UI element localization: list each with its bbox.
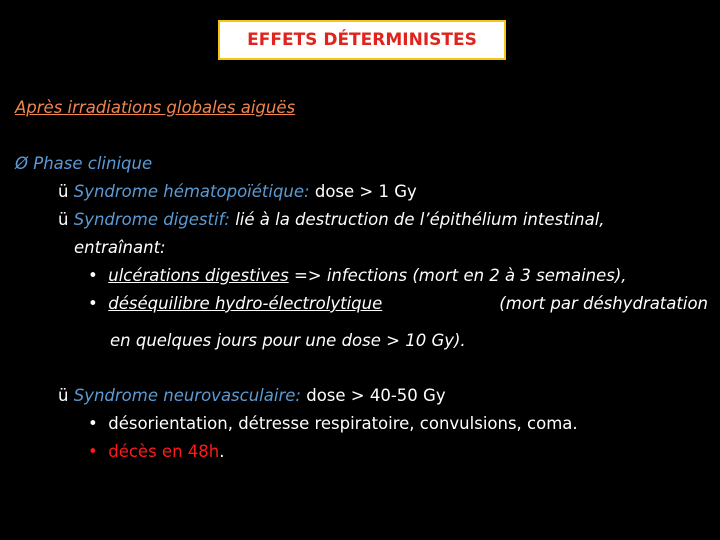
- digestif-bullet-2-cont: en quelques jours pour une dose > 10 Gy).: [110, 331, 466, 350]
- syndrome-digestif-line: [58, 206, 605, 234]
- syndrome-neuro-detail: dose > 40-50 Gy: [306, 386, 446, 405]
- neuro-bullet-2-rest: .: [219, 442, 225, 461]
- syndrome-digestif-detail: lié à la destruction de l’épithélium intestinal,: [235, 210, 605, 229]
- syndrome-digestif-name: Syndrome digestif:: [73, 210, 230, 229]
- syndrome-digestif-detail-cont: entraînant:: [74, 238, 166, 257]
- neuro-bullet-1: [88, 410, 578, 438]
- digestif-bullet-1: [88, 262, 627, 290]
- bullet-icon: •: [88, 414, 98, 433]
- digestif-bullet-2-underlined: déséquilibre hydro-électrolytique: [108, 294, 383, 313]
- check-icon: ü: [58, 386, 69, 405]
- check-icon: ü: [58, 210, 69, 229]
- digestif-bullet-2: [88, 290, 708, 318]
- phase-heading: [15, 150, 152, 178]
- page-title: EFFETS DÉTERMINISTES: [247, 30, 477, 50]
- bullet-icon: •: [88, 294, 98, 313]
- digestif-bullet-1-rest: => infections (mort en 2 à 3 semaines),: [293, 266, 627, 285]
- bullet-icon: •: [88, 442, 98, 461]
- neuro-bullet-1-text: désorientation, détresse respiratoire, convulsions, coma.: [108, 414, 578, 433]
- arrow-bullet-icon: Ø: [15, 154, 28, 173]
- syndrome-hemato-name: Syndrome hématopoïétique:: [73, 182, 310, 201]
- subtitle: Après irradiations globales aiguës: [15, 98, 296, 117]
- digestif-bullet-2-rest: (mort par déshydratation: [499, 294, 708, 313]
- check-icon: ü: [58, 182, 69, 201]
- bullet-icon: •: [88, 266, 98, 285]
- neuro-bullet-2: [88, 438, 224, 466]
- phase-label: Phase clinique: [33, 154, 153, 173]
- syndrome-hemato-detail: dose > 1 Gy: [314, 182, 417, 201]
- neuro-bullet-2-highlight: décès en 48h: [108, 442, 220, 461]
- syndrome-neuro-line: [58, 382, 446, 410]
- syndrome-hemato-line: [58, 178, 417, 206]
- syndrome-neuro-name: Syndrome neurovasculaire:: [73, 386, 301, 405]
- digestif-bullet-1-underlined: ulcérations digestives: [108, 266, 289, 285]
- title-box: [218, 20, 506, 60]
